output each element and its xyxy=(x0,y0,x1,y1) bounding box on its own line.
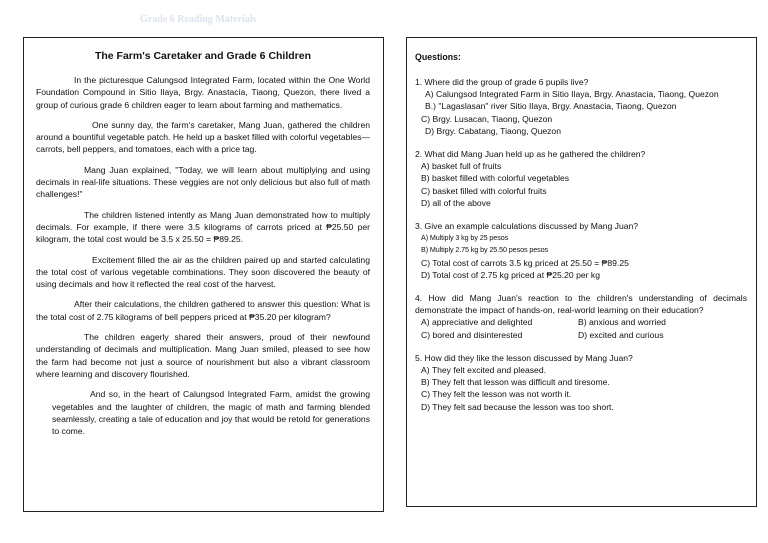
question-stem: 1. Where did the group of grade 6 pupils live? xyxy=(415,77,589,87)
options-row xyxy=(415,316,747,328)
option-d: D) Brgy. Cabatang, Tiaong, Quezon xyxy=(425,125,561,136)
option-a: A) They felt excited and pleased. xyxy=(421,365,547,376)
option-b: B.) "Lagaslasan" river Sitio Ilaya, Brgy. Anastacia, Tiaong, Quezon xyxy=(425,101,677,112)
story-paragraph: After their calculations, the children gathered to answer this question: What is the total cost of 2.75 kilograms of bell peppers priced at ₱35.20 per kilogram? xyxy=(36,299,370,322)
option-b: B) basket filled with colorful vegetables xyxy=(421,173,570,184)
question-stem: 2. What did Mang Juan held up as he gathered the children? xyxy=(415,149,646,160)
option-d: D) all of the above xyxy=(421,197,491,208)
story-paragraph: And so, in the heart of Calungsod Integrated Farm, amidst the growing vegetables and the laughter of children, the magic of math and farming blended seamlessly, creating a tale of education and joy that would be retold for generations to come. xyxy=(52,389,370,437)
story-title: The Farm's Caretaker and Grade 6 Children xyxy=(94,50,312,62)
question-3 xyxy=(415,220,747,281)
option-c: C) bored and disinterested xyxy=(421,329,523,340)
question-2 xyxy=(415,148,747,209)
story-paragraph: The children eagerly shared their answers, proud of their newfound understanding of decimals and multiplication. Mang Juan smiled, pleased to see how the farm had become not just a source of nourishment but also a vibrant classroom where learning and discovery flourished. xyxy=(36,332,370,379)
question-stem: 4. How did Mang Juan's reaction to the children's understanding of decimals demonstrate the impact of hands-on, real-world learning on their education? xyxy=(415,293,747,316)
option-d: D) excited and curious xyxy=(578,329,664,340)
question-4 xyxy=(415,292,747,341)
story-panel xyxy=(23,37,384,512)
story-paragraph: In the picturesque Calungsod Integrated Farm, located within the One World Foundation Compound in Sitio Ilaya, Brgy. Anastacia, Tiaong, Quezon, there lived a group of curious grade 6 children eager to learn about farming and mathematics. xyxy=(36,75,370,110)
questions-panel xyxy=(406,37,757,507)
option-a: A) Calungsod Integrated Farm in Sitio Ilaya, Brgy. Anastacia, Tiaong, Quezon xyxy=(425,89,719,100)
option-a: A) Multiply 3 kg by 25 pesos xyxy=(421,233,509,243)
story-paragraph: The children listened intently as Mang Juan demonstrated how to multiply decimals. For example, if there were 3.5 kilograms of carrots priced at ₱25.50 per kilogram, the total cost would be 3.5 x 25.50 = ₱89.25. xyxy=(36,209,370,245)
option-b: B) Multiply 2.75 kg by 25.50 pesos pesos xyxy=(421,245,549,255)
option-d: D) They felt sad because the lesson was too short. xyxy=(421,401,614,412)
option-c: C) Total cost of carrots 3.5 kg priced at 25.50 = ₱89.25 xyxy=(421,257,629,268)
question-1 xyxy=(415,76,747,137)
questions-title: Questions: xyxy=(415,52,461,62)
question-5 xyxy=(415,352,747,413)
option-d: D) Total cost of 2.75 kg priced at ₱25.20 per kg xyxy=(421,269,600,280)
option-a: A) basket full of fruits xyxy=(421,161,502,172)
story-paragraph: Excitement filled the air as the children paired up and started calculating the total cost of various vegetable combinations. They soon discovered the beauty of using decimals and how it reflected the real cost of the harvest. xyxy=(36,254,370,290)
page-header: Grade 6 Reading Materials xyxy=(140,14,257,25)
option-c: C) They felt the lesson was not worth it. xyxy=(421,389,572,400)
option-c: C) basket filled with colorful fruits xyxy=(421,185,547,196)
options-row xyxy=(415,329,747,341)
option-b: B) They felt that lesson was difficult and tiresome. xyxy=(421,377,610,388)
option-c: C) Brgy. Lusacan, Tiaong, Quezon xyxy=(421,113,553,124)
story-paragraph: One sunny day, the farm's caretaker, Mang Juan, gathered the children around a bountiful vegetable patch. He held up a basket filled with colorful vegetables—carrots, bell peppers, and tomatoes, each with a price tag. xyxy=(36,119,370,155)
option-b: B) anxious and worried xyxy=(578,317,666,328)
question-stem: 3. Give an example calculations discussed by Mang Juan? xyxy=(415,221,639,232)
story-paragraph: Mang Juan explained, "Today, we will learn about multiplying and using decimals in real-life situations. These veggies are not only delicious but also full of math challenges!" xyxy=(36,164,370,200)
option-a: A) appreciative and delighted xyxy=(421,317,533,328)
question-stem: 5. How did they like the lesson discussed by Mang Juan? xyxy=(415,352,633,363)
